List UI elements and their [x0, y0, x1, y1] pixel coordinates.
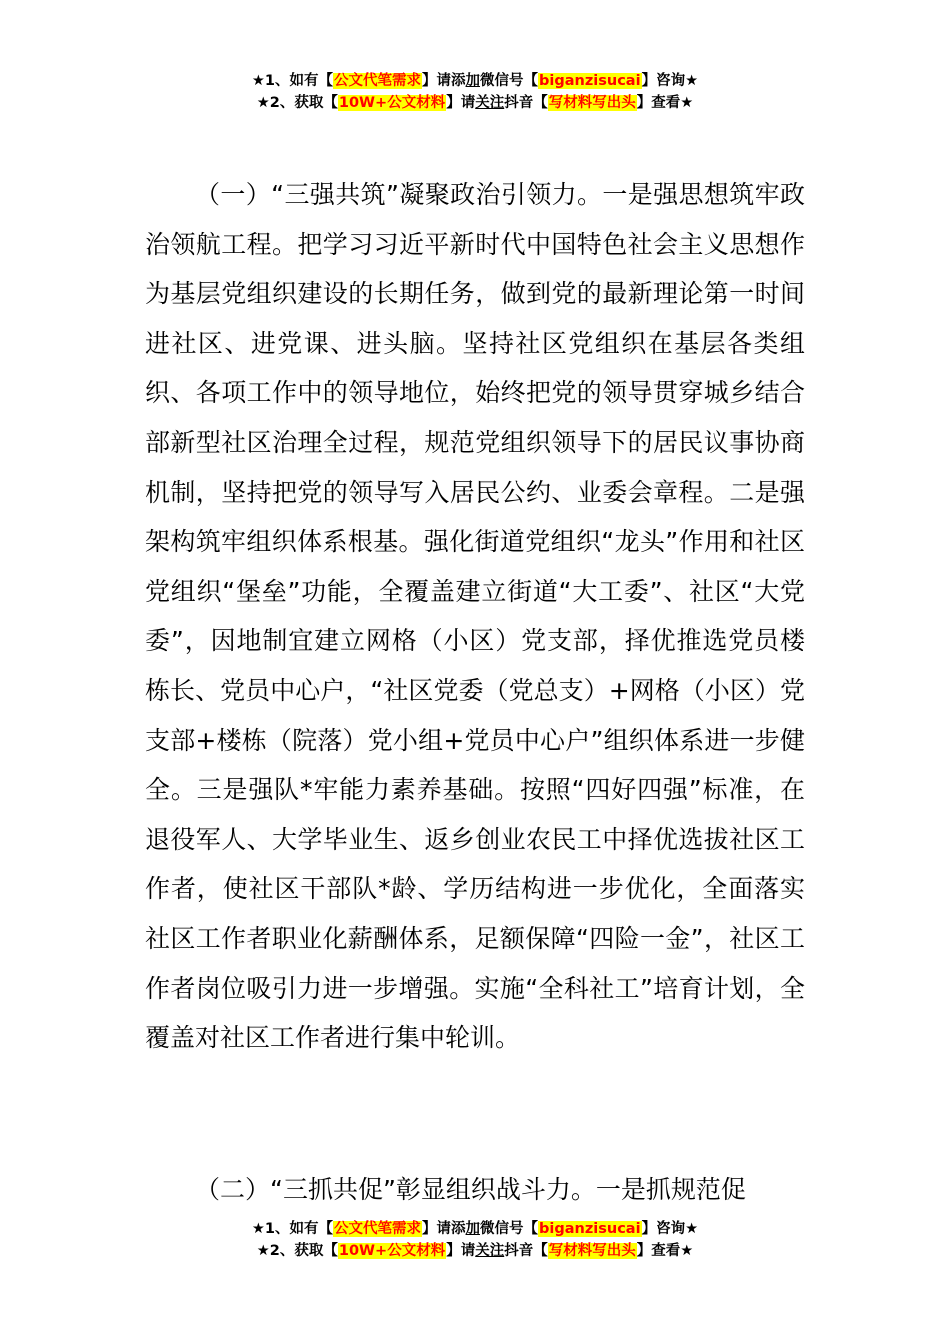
- banner-line-1-mid2: 微信号【: [480, 73, 539, 89]
- banner-line-1-suffix: 】咨询★: [641, 73, 699, 89]
- header-banner: [0, 70, 950, 114]
- banner-line-2-mid: 】请: [446, 95, 476, 111]
- banner-highlight-service: 公文代笔需求: [334, 73, 422, 89]
- banner-highlight-materials: 10W+公文材料: [338, 1243, 446, 1259]
- document-body: [145, 170, 805, 1063]
- banner-highlight-wechat-id: biganzisucai: [539, 73, 641, 89]
- banner-highlight-service: 公文代笔需求: [334, 1221, 422, 1237]
- banner-highlight-wechat-id: biganzisucai: [539, 1221, 641, 1237]
- banner-line-2-prefix: ★2、获取【: [256, 95, 338, 111]
- banner-line-1-mid2: 微信号【: [480, 1221, 539, 1237]
- banner-highlight-douyin-account: 写材料写出头: [548, 95, 636, 111]
- banner-line-2-suffix: 】查看★: [636, 95, 694, 111]
- banner-line-2: [0, 1240, 950, 1262]
- banner-line-1-prefix: ★1、如有【: [251, 73, 334, 89]
- banner-line-2-suffix: 】查看★: [636, 1243, 694, 1259]
- paragraph-section-2: （二）“三抓共促”彰显组织战斗力。一是抓规范促: [195, 1175, 746, 1204]
- banner-line-2-mid: 】请: [446, 1243, 476, 1259]
- banner-line-1-suffix: 】咨询★: [641, 1221, 699, 1237]
- banner-highlight-materials: 10W+公文材料: [338, 95, 446, 111]
- banner-line-2-emphasis: 关注: [475, 95, 505, 111]
- banner-line-2: [0, 92, 950, 114]
- banner-line-1-prefix: ★1、如有【: [251, 1221, 334, 1237]
- banner-line-1-mid: 】请添: [422, 73, 466, 89]
- paragraph-section-1: （一）“三强共筑”凝聚政治引领力。一是强思想筑牢政治领航工程。把学习习近平新时代中国特色社会主义思想作为基层党组织建设的长期任务，做到党的最新理论第一时间进社区、进党课、进头脑。坚持社区党组织在基层各类组织、各项工作中的领导地位，始终把党的领导贯穿城乡结合部新型社区治理全过程，规范党组织领导下的居民议事协商机制，坚持把党的领导写入居民公约、业委会章程。二是强架构筑牢组织体系根基。强化街道党组织“龙头”作用和社区党组织“堡垒”功能，全覆盖建立街道“大工委”、社区“大党委”，因地制宜建立网格（小区）党支部，择优推选党员楼栋长、党员中心户，“社区党委（党总支）+网格（小区）党支部+楼栋（院落）党小组+党员中心户”组织体系进一步健全。三是强队*牢能力素养基础。按照“四好四强”标准，在退役军人、大学毕业生、返乡创业农民工中择优选拔社区工作者，使社区干部队*龄、学历结构进一步优化，全面落实社区工作者职业化薪酬体系，足额保障“四险一金”，社区工作者岗位吸引力进一步增强。实施“全科社工”培育计划，全覆盖对社区工作者进行集中轮训。: [145, 180, 805, 1053]
- banner-line-2-mid2: 抖音【: [504, 1243, 548, 1259]
- banner-line-1: [0, 1218, 950, 1240]
- banner-line-2-prefix: ★2、获取【: [256, 1243, 338, 1259]
- banner-line-1-emphasis: 加: [465, 73, 481, 89]
- banner-line-1: [0, 70, 950, 92]
- banner-line-1-emphasis: 加: [465, 1221, 481, 1237]
- banner-line-1-mid: 】请添: [422, 1221, 466, 1237]
- banner-line-2-mid2: 抖音【: [504, 95, 548, 111]
- banner-highlight-douyin-account: 写材料写出头: [548, 1243, 636, 1259]
- footer-banner: [0, 1218, 950, 1262]
- banner-line-2-emphasis: 关注: [475, 1243, 505, 1259]
